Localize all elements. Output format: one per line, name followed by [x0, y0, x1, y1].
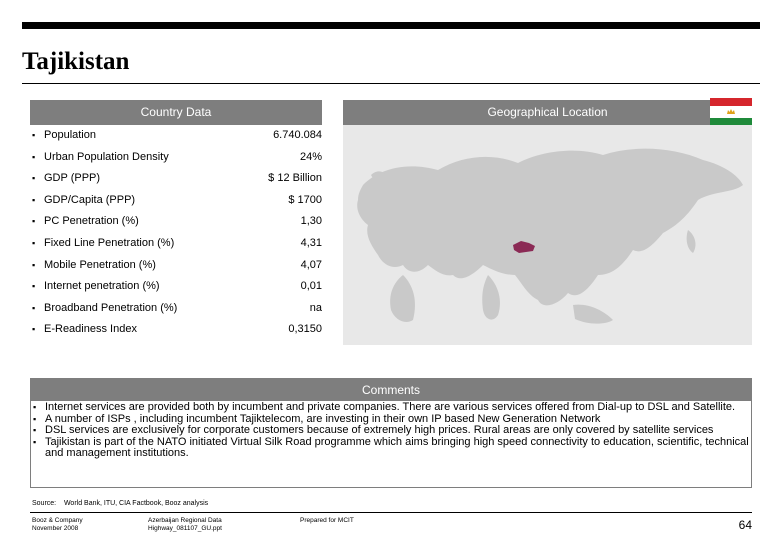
kpi-value: 0,01: [300, 280, 322, 292]
bullet-icon: ▪: [32, 195, 36, 205]
bullet-icon: ▪: [32, 130, 36, 140]
source-text: World Bank, ITU, CIA Factbook, Booz analysis: [63, 500, 209, 507]
footer-file-name: Highway_081107_GU.ppt: [148, 525, 222, 532]
map-land: [357, 149, 743, 324]
comments-header: Comments: [31, 379, 751, 401]
source-note: [32, 500, 208, 507]
kpi-value: na: [309, 302, 322, 314]
bullet-icon: ▪: [32, 281, 36, 291]
geographical-location-header: Geographical Location: [343, 100, 752, 125]
kpi-value: $ 12 Billion: [268, 172, 322, 184]
footer-file: [148, 517, 222, 533]
bullet-icon: ▪: [32, 238, 36, 248]
kpi-label: Urban Population Density: [44, 151, 169, 163]
bullet-icon: ▪: [33, 413, 37, 424]
kpi-value: 24%: [299, 151, 322, 163]
bullet-icon: ▪: [32, 173, 36, 183]
title-rule: [22, 83, 760, 84]
kpi-row-gdp-per-capita: [30, 190, 322, 210]
comments-list: [31, 402, 751, 460]
eurasia-landmass: [357, 149, 743, 306]
bullet-icon: ▪: [32, 216, 36, 226]
comment-item: [31, 437, 751, 460]
footer-company-name: Booz & Company: [32, 517, 83, 524]
indian-subcontinent: [482, 275, 500, 320]
kpi-label: E-Readiness Index: [44, 323, 137, 335]
footer-rule: [30, 512, 752, 513]
kpi-row-broadband-penetration: [30, 298, 322, 318]
bullet-icon: ▪: [32, 303, 36, 313]
bullet-icon: ▪: [33, 436, 37, 447]
source-label: Source:: [32, 500, 57, 507]
footer-date: November 2008: [32, 525, 79, 532]
kpi-row-internet-penetration: [30, 276, 322, 296]
bullet-icon: ▪: [32, 260, 36, 270]
footer-prepared-for: Prepared for MCIT: [300, 517, 354, 524]
eurasia-map: [343, 125, 752, 345]
comment-text: A number of ISPs , including incumbent Tajiktelecom, are investing in their own IP based New Generation Network: [45, 412, 601, 425]
bullet-icon: ▪: [33, 425, 37, 435]
kpi-row-e-readiness-index: [30, 319, 322, 339]
arabian-peninsula: [390, 275, 415, 322]
kpi-row-fixed-line-penetration: [30, 233, 322, 253]
comments-box: [30, 378, 752, 488]
kpi-row-gdp: [30, 168, 322, 188]
kpi-value: 1,30: [300, 215, 322, 227]
footer-company: [32, 517, 83, 533]
kpi-label: Mobile Penetration (%): [44, 259, 156, 271]
kpi-row-urban-population-density: [30, 147, 322, 167]
bullet-icon: ▪: [32, 324, 36, 334]
comment-text: Tajikistan is part of the NATO initiated Virtual Silk Road programme which aims bringing high speed connectivity to education, scientific, technical and management institutions.: [45, 435, 749, 459]
flag-red-stripe: [710, 98, 752, 106]
bullet-icon: ▪: [33, 402, 37, 412]
kpi-value: $ 1700: [288, 194, 322, 206]
kpi-label: Population: [44, 129, 96, 141]
footer-file-title: Azerbaijan Regional Data: [148, 517, 222, 524]
kpi-value: 0,3150: [288, 323, 322, 335]
kpi-value: 4,31: [300, 237, 322, 249]
kpi-label: PC Penetration (%): [44, 215, 139, 227]
kpi-value: 6.740.084: [273, 129, 322, 141]
kpi-label: GDP/Capita (PPP): [44, 194, 136, 206]
country-data-header: Country Data: [30, 100, 322, 125]
kpi-row-population: [30, 125, 322, 145]
kpi-label: Broadband Penetration (%): [44, 302, 178, 314]
top-rule: [22, 22, 760, 29]
kpi-row-pc-penetration: [30, 211, 322, 231]
comment-text: Internet services are provided both by incumbent and private companies. There are various services offered from Dial-up to DSL and Satellite.: [45, 401, 736, 413]
comment-text: DSL services are exclusively for corporate customers because of extremely high prices. Rural areas are only covered by satellite services: [45, 424, 714, 436]
kpi-value: 4,07: [300, 259, 322, 271]
kpi-label: GDP (PPP): [44, 172, 101, 184]
page-title: Tajikistan: [22, 48, 130, 75]
bullet-icon: ▪: [32, 152, 36, 162]
japan: [687, 230, 696, 253]
kpi-row-mobile-penetration: [30, 255, 322, 275]
southeast-asia-islands: [573, 305, 613, 324]
page-number: 64: [738, 518, 752, 532]
kpi-label: Internet penetration (%): [44, 280, 160, 292]
kpi-label: Fixed Line Penetration (%): [44, 237, 175, 249]
tajikistan-flag-icon: [710, 98, 752, 126]
